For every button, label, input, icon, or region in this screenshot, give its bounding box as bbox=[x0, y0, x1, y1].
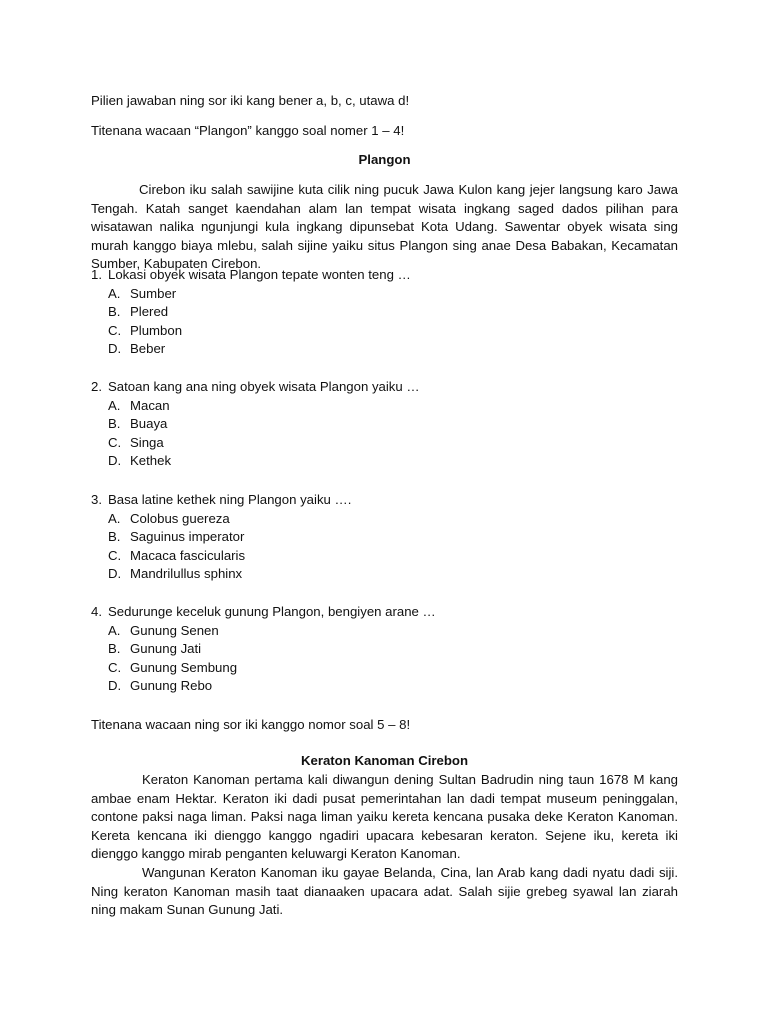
option-d: D. Beber bbox=[108, 341, 166, 357]
question-number: 3. bbox=[91, 492, 102, 507]
option-c: C. Gunung Sembung bbox=[108, 659, 238, 675]
option-b: B. Gunung Jati bbox=[108, 641, 202, 657]
option-a: A. Macan bbox=[108, 397, 170, 413]
reading2-paragraph-2: Wangunan Keraton Kanoman iku gayae Belanda, Cina, lan Arab kang dadi nyatu dadi siji. Ning keraton Kanoman masih taat dianaaken upacara adat. Salah sijie grebeg syawal lan ziarah ning makam Sunan Gunung Jati. bbox=[91, 864, 678, 918]
question-text: Satoan kang ana ning obyek wisata Plangon yaiku … bbox=[108, 379, 420, 394]
question-text: Sedurunge keceluk gunung Plangon, bengiyen arane … bbox=[108, 604, 436, 619]
option-a: A. Colobus guereza bbox=[108, 510, 230, 526]
option-b: B. Buaya bbox=[108, 416, 168, 432]
option-c: C. Macaca fascicularis bbox=[108, 547, 246, 563]
option-b: B. Saguinus imperator bbox=[108, 529, 245, 545]
reading2-title: Keraton Kanoman Cirebon bbox=[300, 753, 469, 768]
question-number: 1. bbox=[91, 267, 102, 282]
option-a: A. Sumber bbox=[108, 285, 177, 301]
reading1-body bbox=[91, 181, 678, 274]
option-c: C. Plumbon bbox=[108, 322, 183, 338]
option-b: B. Plered bbox=[108, 304, 169, 320]
option-d: D. Kethek bbox=[108, 453, 172, 469]
question-number: 4. bbox=[91, 604, 102, 619]
reading2-body bbox=[91, 771, 678, 920]
reading1-intro: Titenana wacaan “Plangon” kanggo soal nomer 1 – 4! bbox=[91, 123, 405, 138]
option-c: C. Singa bbox=[108, 434, 164, 450]
option-d: D. Gunung Rebo bbox=[108, 678, 213, 694]
question-1 bbox=[91, 266, 678, 359]
reading2-intro: Titenana wacaan ning sor iki kanggo nomor soal 5 – 8! bbox=[91, 717, 411, 732]
question-4 bbox=[91, 603, 678, 696]
reading1-title: Plangon bbox=[358, 152, 411, 167]
question-number: 2. bbox=[91, 379, 102, 394]
question-text: Basa latine kethek ning Plangon yaiku …. bbox=[108, 492, 352, 507]
question-2 bbox=[91, 378, 678, 471]
reading2-paragraph-1: Keraton Kanoman pertama kali diwangun dening Sultan Badrudin ning taun 1678 M kang ambae enam Hektar. Keraton iki dadi pusat pemerintahan lan dadi tempat museum peninggalan, contone paksi naga liman. Paksi naga liman yaiku kereta kencana pusaka deke Keraton Kanoman. Kereta kencana iki dienggo kanggo ngadiri upacara kebesaran keraton. Sejene iku, kereta iki dienggo kanggo mirab penganten keluwargi Keraton Kanoman. bbox=[91, 772, 678, 862]
option-d: D. Mandrilullus sphinx bbox=[108, 566, 243, 582]
reading1-paragraph: Cirebon iku salah sawijine kuta cilik ning pucuk Jawa Kulon kang jejer langsung karo Jawa Tengah. Katah sanget kaendahan alam lan tempat wisata ingkang saged dados pilihan para wisatawan nalika ngunjungi kula ingkang dipunsebat Kota Udang. Sawentar obyek wisata sing murah kanggo biaya mlebu, salah sijine yaiku situs Plangon sing anae Desa Babakan, Kecamatan Sumber, Kabupaten Cirebon. bbox=[91, 182, 678, 272]
question-3 bbox=[91, 491, 678, 584]
question-text: Lokasi obyek wisata Plangon tepate wonten teng … bbox=[108, 267, 411, 282]
instruction-text: Pilien jawaban ning sor iki kang bener a, b, c, utawa d! bbox=[91, 93, 410, 108]
option-a: A. Gunung Senen bbox=[108, 622, 219, 638]
